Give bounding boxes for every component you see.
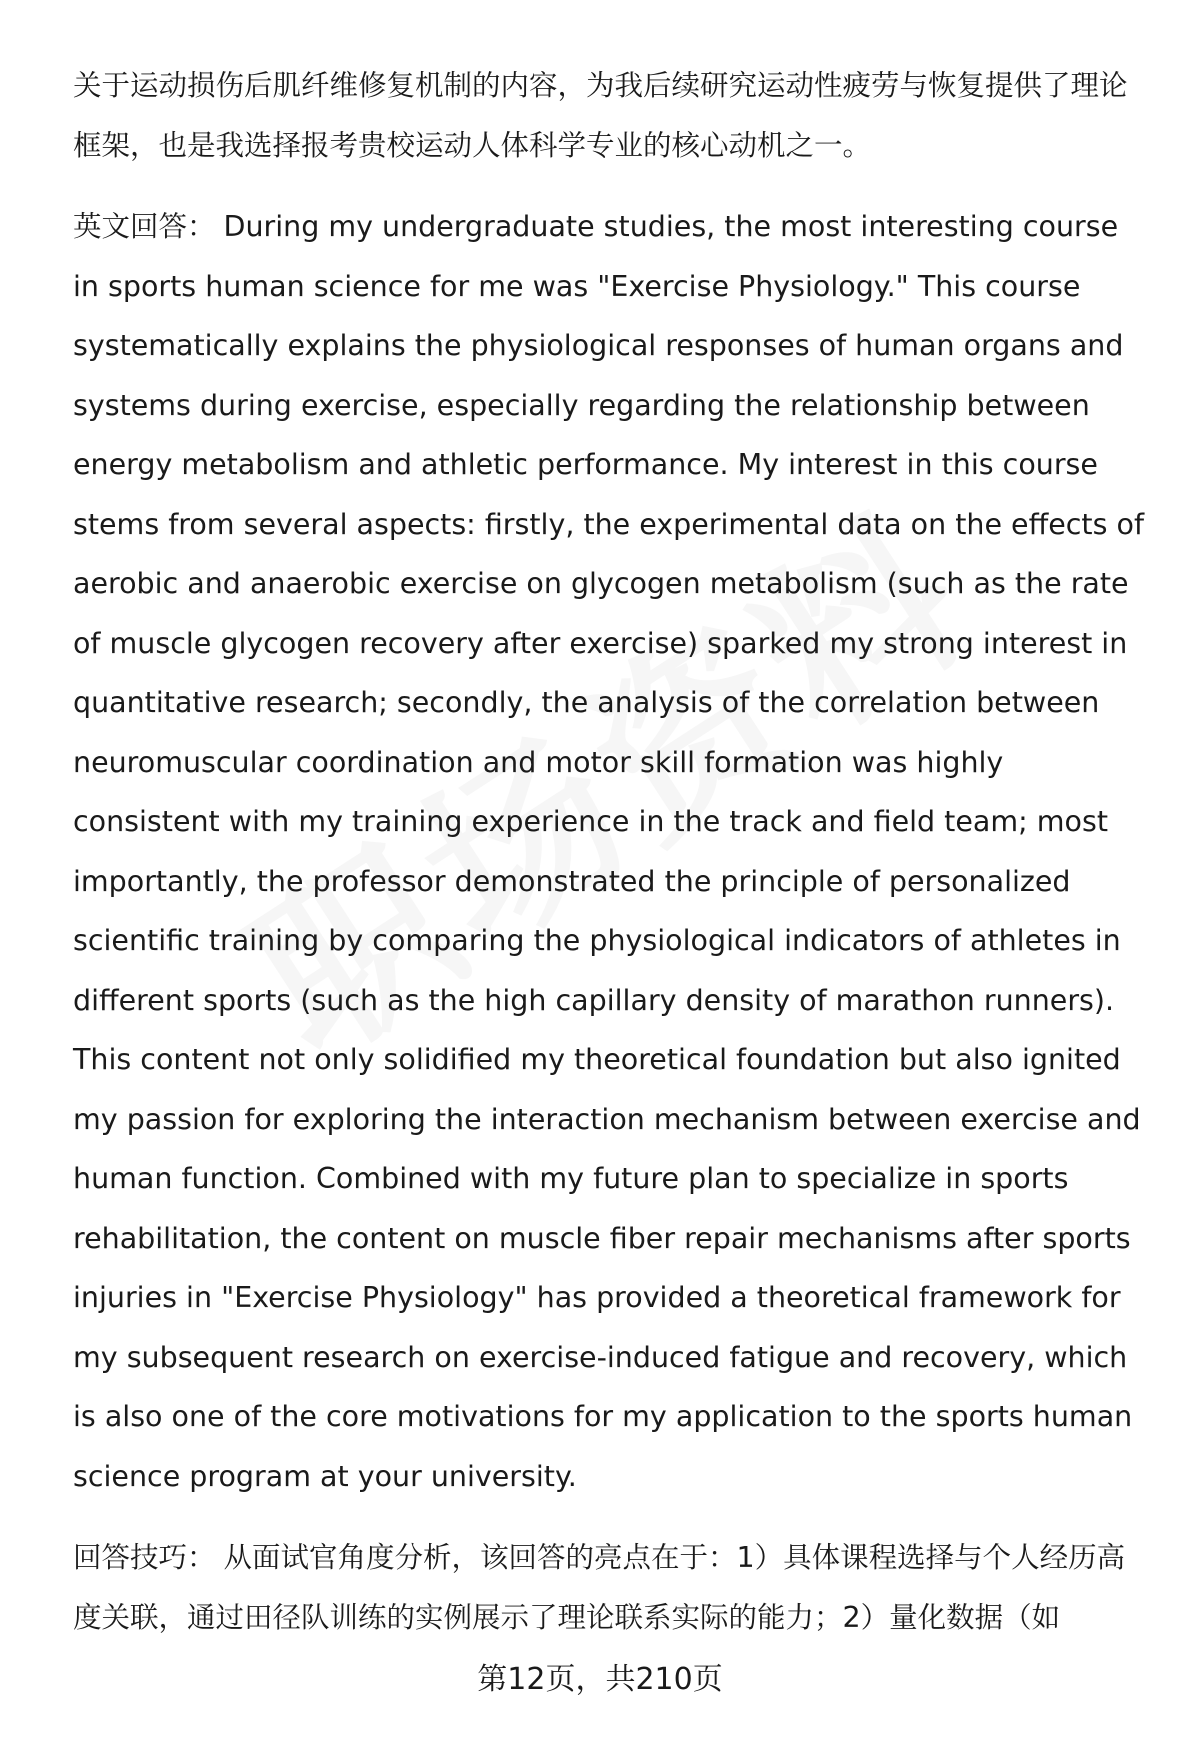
paragraph-english-answer xyxy=(73,197,1153,1506)
paragraph-label: 英文回答： xyxy=(73,210,216,243)
document-body xyxy=(73,56,1153,1647)
page-number-footer: 第12页，共210页 xyxy=(477,1662,723,1697)
paragraph-answer-tips xyxy=(73,1528,1153,1647)
paragraph-text: 关于运动损伤后肌纤维修复机制的内容，为我后续研究运动性疲劳与恢复提供了理论框架，也是我选择报考贵校运动人体科学专业的核心动机之一。 xyxy=(73,69,1128,162)
paragraph-continuation xyxy=(73,56,1153,175)
paragraph-text: 从面试官角度分析，该回答的亮点在于：1）具体课程选择与个人经历高度关联，通过田径队训练的实例展示了理论联系实际的能力；2）量化数据（如 xyxy=(73,1541,1126,1634)
paragraph-label: 回答技巧： xyxy=(73,1541,216,1574)
paragraph-text: During my undergraduate studies, the most interesting course in sports human science for me was "Exercise Physiology." This course systematically explains the physiological responses of human organs and systems during exercise, especially regarding the relationship between energy metabolism and athletic performance. My interest in this course stems from several aspects: firstly, the experimental data on the effects of aerobic and anaerobic exercise on glycogen metabolism (such as the rate of muscle glycogen recovery after exercise) sparked my strong interest in quantitative research; secondly, the analysis of the correlation between neuromuscular coordination and motor skill formation was highly consistent with my training experience in the track and field team; most importantly, the professor demonstrated the principle of personalized scientific training by comparing the physiological indicators of athletes in different sports (such as the high capillary density of marathon runners). This content not only solidified my theoretical foundation but also ignited my passion for exploring the interaction mechanism between exercise and human function. Combined with my future plan to specialize in sports rehabilitation, the content on muscle fiber repair mechanisms after sports injuries in "Exercise Physiology" has provided a theoretical framework for my subsequent research on exercise-induced fatigue and recovery, which is also one of the core motivations for my application to the sports human science program at your university. xyxy=(73,210,1144,1493)
